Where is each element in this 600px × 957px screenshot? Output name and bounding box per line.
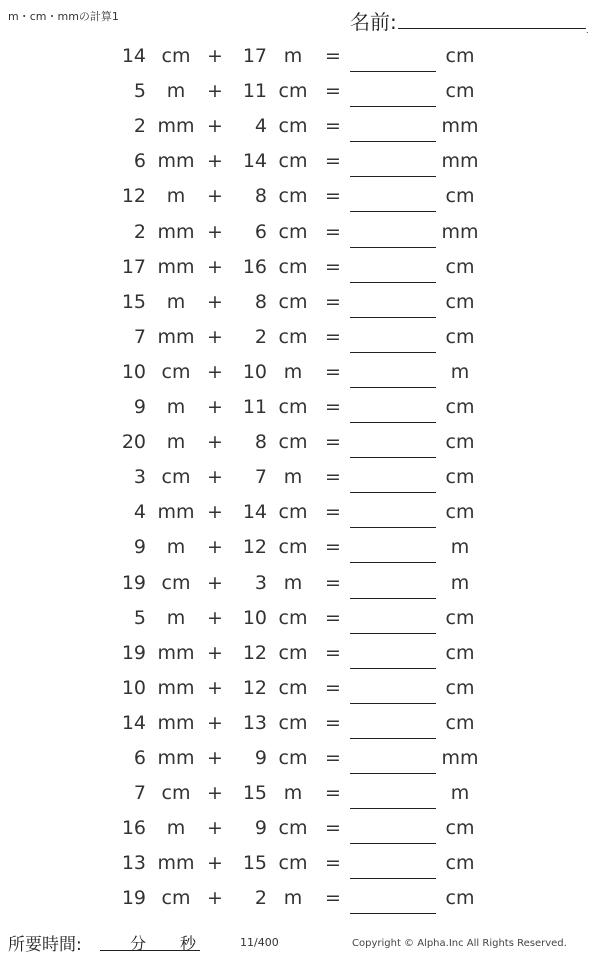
first-number: 16 bbox=[121, 817, 146, 840]
second-unit: cm bbox=[278, 290, 308, 313]
first-unit: mm bbox=[157, 501, 195, 524]
equals-sign: = bbox=[325, 325, 341, 348]
equals-sign: = bbox=[325, 360, 341, 383]
answer-blank[interactable] bbox=[350, 492, 436, 493]
first-number: 14 bbox=[121, 45, 146, 67]
answer-unit: cm bbox=[445, 325, 475, 348]
second-number: 7 bbox=[254, 466, 267, 489]
answer-blank[interactable] bbox=[350, 71, 436, 72]
second-unit: cm bbox=[278, 185, 308, 208]
first-unit: mm bbox=[157, 255, 195, 278]
answer-blank[interactable] bbox=[350, 106, 436, 107]
problem-row bbox=[0, 320, 600, 355]
plus-sign: + bbox=[207, 571, 223, 594]
answer-blank[interactable] bbox=[350, 247, 436, 248]
equals-sign: = bbox=[325, 220, 341, 243]
first-number: 9 bbox=[133, 396, 146, 418]
second-number: 2 bbox=[254, 325, 267, 348]
first-unit: m bbox=[166, 396, 186, 418]
second-number: 8 bbox=[254, 431, 267, 454]
first-unit: mm bbox=[157, 641, 195, 664]
plus-sign: + bbox=[207, 852, 223, 875]
second-unit: cm bbox=[278, 747, 308, 769]
answer-unit: m bbox=[450, 536, 470, 559]
answer-blank[interactable] bbox=[350, 527, 436, 528]
second-unit: cm bbox=[278, 396, 308, 418]
answer-blank[interactable] bbox=[350, 878, 436, 879]
second-unit: cm bbox=[278, 676, 308, 699]
minutes-label: 分 bbox=[130, 934, 147, 953]
equals-sign: = bbox=[325, 817, 341, 840]
answer-unit: mm bbox=[441, 150, 479, 173]
first-unit: mm bbox=[157, 115, 195, 138]
first-number: 19 bbox=[121, 641, 146, 664]
answer-unit: m bbox=[450, 360, 470, 383]
first-unit: mm bbox=[157, 711, 195, 734]
first-unit: cm bbox=[161, 466, 191, 489]
second-unit: cm bbox=[278, 255, 308, 278]
first-number: 5 bbox=[133, 606, 146, 629]
plus-sign: + bbox=[207, 711, 223, 734]
first-number: 13 bbox=[121, 852, 146, 875]
first-unit: m bbox=[166, 817, 186, 840]
equals-sign: = bbox=[325, 185, 341, 208]
second-unit: m bbox=[283, 466, 303, 489]
first-number: 19 bbox=[121, 571, 146, 594]
second-unit: m bbox=[283, 571, 303, 594]
first-unit: m bbox=[166, 185, 186, 208]
problem-row bbox=[0, 776, 600, 811]
first-number: 19 bbox=[121, 887, 146, 910]
name-dot: . bbox=[586, 26, 589, 35]
second-number: 15 bbox=[242, 782, 267, 805]
second-number: 12 bbox=[242, 676, 267, 699]
second-number: 8 bbox=[254, 290, 267, 313]
equals-sign: = bbox=[325, 290, 341, 313]
first-unit: mm bbox=[157, 325, 195, 348]
answer-unit: cm bbox=[445, 431, 475, 454]
first-number: 7 bbox=[133, 325, 146, 348]
answer-unit: cm bbox=[445, 817, 475, 840]
second-unit: m bbox=[283, 887, 303, 910]
problem-row bbox=[0, 671, 600, 706]
equals-sign: = bbox=[325, 887, 341, 910]
first-unit: mm bbox=[157, 150, 195, 173]
plus-sign: + bbox=[207, 606, 223, 629]
answer-unit: cm bbox=[445, 501, 475, 524]
answer-unit: cm bbox=[445, 641, 475, 664]
second-unit: cm bbox=[278, 220, 308, 243]
problem-row bbox=[0, 144, 600, 179]
first-unit: mm bbox=[157, 676, 195, 699]
seconds-label: 秒 bbox=[180, 934, 197, 953]
problem-row bbox=[0, 425, 600, 460]
plus-sign: + bbox=[207, 641, 223, 664]
answer-unit: cm bbox=[445, 185, 475, 208]
second-unit: cm bbox=[278, 80, 308, 103]
answer-blank[interactable] bbox=[350, 457, 436, 458]
plus-sign: + bbox=[207, 360, 223, 383]
problem-row bbox=[0, 636, 600, 671]
equals-sign: = bbox=[325, 536, 341, 559]
answer-unit: m bbox=[450, 782, 470, 805]
equals-sign: = bbox=[325, 606, 341, 629]
second-number: 2 bbox=[254, 887, 267, 910]
answer-blank[interactable] bbox=[350, 598, 436, 599]
problem-row bbox=[0, 566, 600, 601]
second-unit: m bbox=[283, 45, 303, 67]
first-unit: cm bbox=[161, 782, 191, 805]
problem-row bbox=[0, 390, 600, 425]
problem-row bbox=[0, 285, 600, 320]
answer-unit: cm bbox=[445, 45, 475, 67]
plus-sign: + bbox=[207, 396, 223, 418]
answer-blank[interactable] bbox=[350, 633, 436, 634]
answer-unit: mm bbox=[441, 115, 479, 138]
problem-row bbox=[0, 355, 600, 390]
answer-unit: mm bbox=[441, 220, 479, 243]
equals-sign: = bbox=[325, 571, 341, 594]
first-unit: cm bbox=[161, 360, 191, 383]
first-unit: mm bbox=[157, 220, 195, 243]
answer-blank[interactable] bbox=[350, 773, 436, 774]
answer-unit: cm bbox=[445, 887, 475, 910]
plus-sign: + bbox=[207, 466, 223, 489]
plus-sign: + bbox=[207, 676, 223, 699]
second-unit: cm bbox=[278, 817, 308, 840]
second-number: 3 bbox=[254, 571, 267, 594]
first-number: 12 bbox=[121, 185, 146, 208]
problem-row bbox=[0, 250, 600, 285]
second-number: 11 bbox=[242, 396, 267, 418]
first-unit: m bbox=[166, 80, 186, 103]
equals-sign: = bbox=[325, 150, 341, 173]
problem-row bbox=[0, 495, 600, 530]
second-unit: cm bbox=[278, 711, 308, 734]
second-number: 4 bbox=[254, 115, 267, 138]
problem-row bbox=[0, 109, 600, 144]
answer-blank[interactable] bbox=[350, 738, 436, 739]
second-number: 9 bbox=[254, 747, 267, 769]
second-number: 12 bbox=[242, 536, 267, 559]
problem-row bbox=[0, 460, 600, 495]
second-number: 11 bbox=[242, 80, 267, 103]
first-number: 17 bbox=[121, 255, 146, 278]
answer-blank[interactable] bbox=[350, 808, 436, 809]
answer-blank[interactable] bbox=[350, 352, 436, 353]
second-number: 9 bbox=[254, 817, 267, 840]
second-unit: cm bbox=[278, 606, 308, 629]
problem-row bbox=[0, 179, 600, 214]
first-number: 4 bbox=[133, 501, 146, 524]
second-unit: cm bbox=[278, 852, 308, 875]
answer-blank[interactable] bbox=[350, 913, 436, 914]
answer-blank[interactable] bbox=[350, 387, 436, 388]
second-unit: m bbox=[283, 360, 303, 383]
first-number: 15 bbox=[121, 290, 146, 313]
second-number: 12 bbox=[242, 641, 267, 664]
page-number: 11/400 bbox=[240, 936, 279, 949]
first-number: 2 bbox=[133, 220, 146, 243]
second-unit: m bbox=[283, 782, 303, 805]
plus-sign: + bbox=[207, 220, 223, 243]
second-number: 14 bbox=[242, 150, 267, 173]
second-number: 6 bbox=[254, 220, 267, 243]
equals-sign: = bbox=[325, 747, 341, 769]
equals-sign: = bbox=[325, 782, 341, 805]
problem-row bbox=[0, 601, 600, 636]
name-label: 名前: bbox=[350, 10, 397, 34]
plus-sign: + bbox=[207, 115, 223, 138]
second-unit: cm bbox=[278, 641, 308, 664]
second-number: 17 bbox=[242, 45, 267, 67]
first-unit: m bbox=[166, 606, 186, 629]
worksheet-title: m・cm・mmの計算1 bbox=[8, 10, 119, 23]
plus-sign: + bbox=[207, 290, 223, 313]
first-unit: m bbox=[166, 290, 186, 313]
second-number: 10 bbox=[242, 360, 267, 383]
answer-blank[interactable] bbox=[350, 668, 436, 669]
first-unit: m bbox=[166, 536, 186, 559]
plus-sign: + bbox=[207, 150, 223, 173]
plus-sign: + bbox=[207, 45, 223, 67]
second-number: 14 bbox=[242, 501, 267, 524]
problem-row bbox=[0, 74, 600, 109]
first-number: 6 bbox=[133, 150, 146, 173]
equals-sign: = bbox=[325, 711, 341, 734]
second-number: 16 bbox=[242, 255, 267, 278]
second-unit: cm bbox=[278, 115, 308, 138]
problem-row bbox=[0, 881, 600, 916]
first-number: 10 bbox=[121, 676, 146, 699]
equals-sign: = bbox=[325, 431, 341, 454]
equals-sign: = bbox=[325, 255, 341, 278]
answer-blank[interactable] bbox=[350, 317, 436, 318]
plus-sign: + bbox=[207, 431, 223, 454]
equals-sign: = bbox=[325, 115, 341, 138]
first-unit: mm bbox=[157, 852, 195, 875]
answer-blank[interactable] bbox=[350, 176, 436, 177]
equals-sign: = bbox=[325, 676, 341, 699]
plus-sign: + bbox=[207, 501, 223, 524]
answer-blank[interactable] bbox=[350, 211, 436, 212]
problem-row bbox=[0, 706, 600, 741]
answer-blank[interactable] bbox=[350, 562, 436, 563]
answer-blank[interactable] bbox=[350, 703, 436, 704]
plus-sign: + bbox=[207, 747, 223, 769]
answer-unit: cm bbox=[445, 606, 475, 629]
answer-unit: mm bbox=[441, 747, 479, 769]
equals-sign: = bbox=[325, 45, 341, 67]
answer-unit: cm bbox=[445, 711, 475, 734]
first-number: 5 bbox=[133, 80, 146, 103]
first-unit: mm bbox=[157, 747, 195, 769]
first-number: 14 bbox=[121, 711, 146, 734]
answer-unit: cm bbox=[445, 290, 475, 313]
first-unit: m bbox=[166, 431, 186, 454]
problem-row bbox=[0, 811, 600, 846]
answer-blank[interactable] bbox=[350, 282, 436, 283]
problem-row bbox=[0, 215, 600, 250]
plus-sign: + bbox=[207, 817, 223, 840]
answer-unit: cm bbox=[445, 676, 475, 699]
answer-unit: cm bbox=[445, 396, 475, 418]
plus-sign: + bbox=[207, 255, 223, 278]
answer-unit: cm bbox=[445, 255, 475, 278]
second-unit: cm bbox=[278, 150, 308, 173]
plus-sign: + bbox=[207, 887, 223, 910]
first-unit: cm bbox=[161, 45, 191, 67]
answer-blank[interactable] bbox=[350, 843, 436, 844]
first-number: 3 bbox=[133, 466, 146, 489]
problem-row bbox=[0, 846, 600, 881]
problem-row bbox=[0, 39, 600, 74]
answer-unit: cm bbox=[445, 466, 475, 489]
equals-sign: = bbox=[325, 80, 341, 103]
first-number: 20 bbox=[121, 431, 146, 454]
plus-sign: + bbox=[207, 80, 223, 103]
second-unit: cm bbox=[278, 501, 308, 524]
answer-unit: cm bbox=[445, 852, 475, 875]
answer-blank[interactable] bbox=[350, 422, 436, 423]
second-number: 13 bbox=[242, 711, 267, 734]
second-unit: cm bbox=[278, 325, 308, 348]
first-unit: cm bbox=[161, 571, 191, 594]
answer-blank[interactable] bbox=[350, 141, 436, 142]
equals-sign: = bbox=[325, 641, 341, 664]
first-unit: cm bbox=[161, 887, 191, 910]
equals-sign: = bbox=[325, 852, 341, 875]
equals-sign: = bbox=[325, 396, 341, 418]
equals-sign: = bbox=[325, 501, 341, 524]
plus-sign: + bbox=[207, 185, 223, 208]
plus-sign: + bbox=[207, 536, 223, 559]
first-number: 2 bbox=[133, 115, 146, 138]
name-field[interactable] bbox=[350, 6, 590, 35]
name-underline[interactable] bbox=[398, 28, 586, 29]
first-number: 10 bbox=[121, 360, 146, 383]
plus-sign: + bbox=[207, 782, 223, 805]
first-number: 9 bbox=[133, 536, 146, 559]
problem-row bbox=[0, 530, 600, 565]
first-number: 6 bbox=[133, 747, 146, 769]
second-number: 8 bbox=[254, 185, 267, 208]
first-number: 7 bbox=[133, 782, 146, 805]
copyright-text: Copyright © Alpha.Inc All Rights Reserved. bbox=[352, 938, 567, 949]
problem-row bbox=[0, 741, 600, 776]
second-unit: cm bbox=[278, 536, 308, 559]
time-label: 所要時間: bbox=[8, 935, 82, 955]
second-number: 15 bbox=[242, 852, 267, 875]
answer-unit: m bbox=[450, 571, 470, 594]
answer-unit: cm bbox=[445, 80, 475, 103]
plus-sign: + bbox=[207, 325, 223, 348]
second-number: 10 bbox=[242, 606, 267, 629]
second-unit: cm bbox=[278, 431, 308, 454]
equals-sign: = bbox=[325, 466, 341, 489]
